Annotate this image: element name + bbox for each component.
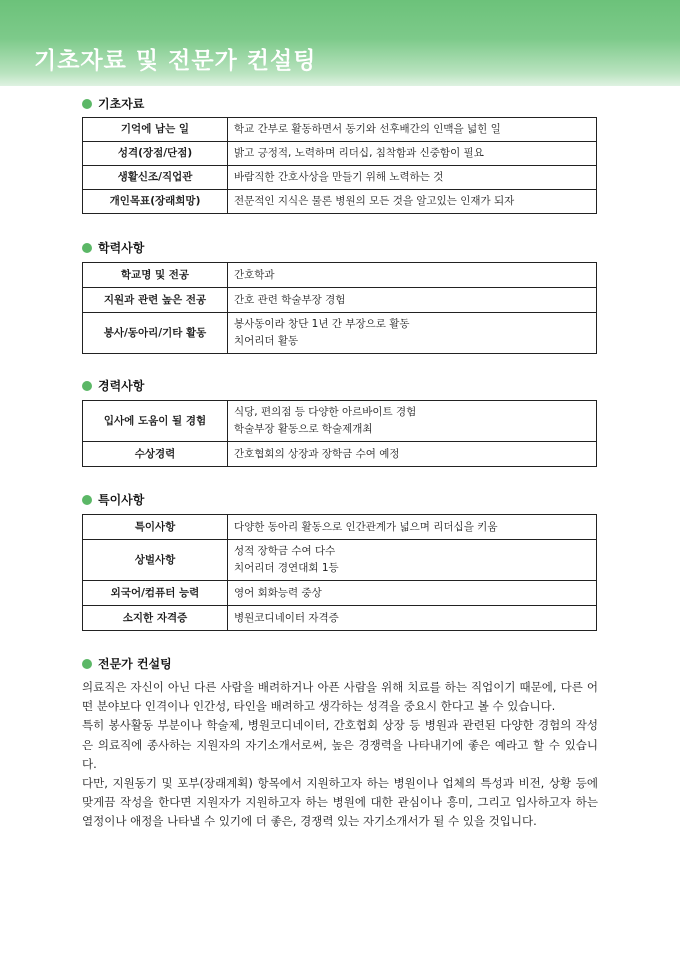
section-heading-career (82, 378, 144, 394)
row-value (228, 606, 597, 631)
row-label: 소지한 자격증 (83, 606, 228, 631)
row-value (228, 540, 597, 581)
consulting-paragraph: 다만, 지원동기 및 포부(장래계획) 항목에서 지원하고자 하는 병원이나 업체의 특성과 비전, 상황 등에 맞게끔 작성을 한다면 지원자가 지원하고자 하는 병원에 대한 관심이나 흥미, 그리고 입사하고자 하는 열정이나 애정을 나타낼 수 있기에 더 좋은, 경쟁력 있는 자기소개서가 될 수 있을 것입니다. (82, 776, 598, 829)
row-label: 지원과 관련 높은 전공 (83, 288, 228, 313)
table-row (83, 581, 597, 606)
bullet-circle-icon (82, 381, 92, 391)
consulting-body (82, 678, 598, 832)
section-heading-special (82, 492, 144, 508)
row-value (228, 442, 597, 467)
value-line: 밝고 긍정적, 노력하며 리더십, 침착함과 신중함이 필요 (234, 147, 484, 159)
section-title: 경력사항 (98, 379, 145, 393)
table-row (83, 401, 597, 442)
section-heading-education (82, 240, 144, 256)
value-line: 학교 간부로 활동하면서 동기와 선후배간의 인맥을 넓힌 일 (234, 123, 501, 135)
bullet-circle-icon (82, 495, 92, 505)
section-heading-basic (82, 96, 144, 112)
row-value (228, 401, 597, 442)
table-row (83, 118, 597, 142)
table-row (83, 442, 597, 467)
consulting-paragraph: 특히 봉사활동 부분이나 학술제, 병원코디네이터, 간호협회 상장 등 병원과 관련된 다양한 경험의 작성은 의료직에 종사하는 지원자의 자기소개서로써, 높은 경쟁력을 나타내기에 좋은 예라고 할 수 있습니다. (82, 718, 598, 771)
bullet-circle-icon (82, 243, 92, 253)
value-line: 전문적인 지식은 물론 병원의 모든 것을 알고있는 인재가 되자 (234, 195, 515, 207)
row-value (228, 581, 597, 606)
row-label: 외국어/컴퓨터 능력 (83, 581, 228, 606)
table-row (83, 166, 597, 190)
table-row (83, 190, 597, 214)
row-value (228, 190, 597, 214)
row-value (228, 166, 597, 190)
value-line: 치어리더 활동 (234, 335, 299, 347)
header-banner (0, 0, 680, 86)
row-label: 학교명 및 전공 (83, 263, 228, 288)
career-table (82, 400, 597, 467)
bullet-circle-icon (82, 659, 92, 669)
table-row (83, 540, 597, 581)
row-value (228, 142, 597, 166)
section-title: 특이사항 (98, 493, 145, 507)
value-line: 봉사동이라 창단 1년 간 부장으로 활동 (234, 318, 410, 330)
table-row (83, 288, 597, 313)
table-row (83, 606, 597, 631)
value-line: 바람직한 간호사상을 만들기 위해 노력하는 것 (234, 171, 444, 183)
page-title: 기초자료 및 전문가 컨설팅 (34, 48, 317, 74)
value-line: 간호협회의 상장과 장학금 수여 예정 (234, 447, 400, 460)
value-line: 학술부장 활동으로 학술제개최 (234, 423, 373, 435)
value-line: 성적 장학금 수여 다수 (234, 545, 336, 557)
row-value (228, 288, 597, 313)
value-line: 영어 회화능력 중상 (234, 586, 322, 599)
section-heading-consulting (82, 656, 172, 672)
education-table (82, 262, 597, 354)
value-line: 치어리더 경연대회 1등 (234, 562, 339, 574)
row-value (228, 118, 597, 142)
section-title: 기초자료 (98, 97, 145, 111)
value-line: 간호학과 (234, 268, 275, 281)
row-label: 개인목표(장래희망) (83, 190, 228, 214)
section-title: 전문가 컨설팅 (98, 657, 172, 671)
row-label: 수상경력 (83, 442, 228, 467)
table-row (83, 313, 597, 354)
row-value (228, 263, 597, 288)
row-label: 생활신조/직업관 (83, 166, 228, 190)
bullet-circle-icon (82, 99, 92, 109)
row-label: 기억에 남는 일 (83, 118, 228, 142)
value-line: 병원코디네이터 자격증 (234, 611, 339, 624)
section-title: 학력사항 (98, 241, 145, 255)
row-label: 봉사/동아리/기타 활동 (83, 313, 228, 354)
row-label: 성격(장점/단점) (83, 142, 228, 166)
row-label: 입사에 도움이 될 경험 (83, 401, 228, 442)
special-table (82, 514, 597, 631)
row-value (228, 515, 597, 540)
row-label: 상벌사항 (83, 540, 228, 581)
value-line: 간호 관련 학술부장 경험 (234, 293, 346, 306)
table-row (83, 142, 597, 166)
table-row (83, 515, 597, 540)
table-row (83, 263, 597, 288)
consulting-paragraph: 의료직은 자신이 아닌 다른 사람을 배려하거나 아픈 사람을 위해 치료를 하는 직업이기 때문에, 다른 어떤 분야보다 인격이나 인간성, 타인을 배려하고 생각하는 성격을 중요시 한다고 볼 수 있습니다. (82, 680, 598, 714)
basic-info-table (82, 117, 597, 214)
value-line: 다양한 동아리 활동으로 인간관계가 넓으며 리더십을 키움 (234, 520, 498, 533)
row-label: 특이사항 (83, 515, 228, 540)
value-line: 식당, 편의점 등 다양한 아르바이트 경험 (234, 406, 417, 418)
row-value (228, 313, 597, 354)
